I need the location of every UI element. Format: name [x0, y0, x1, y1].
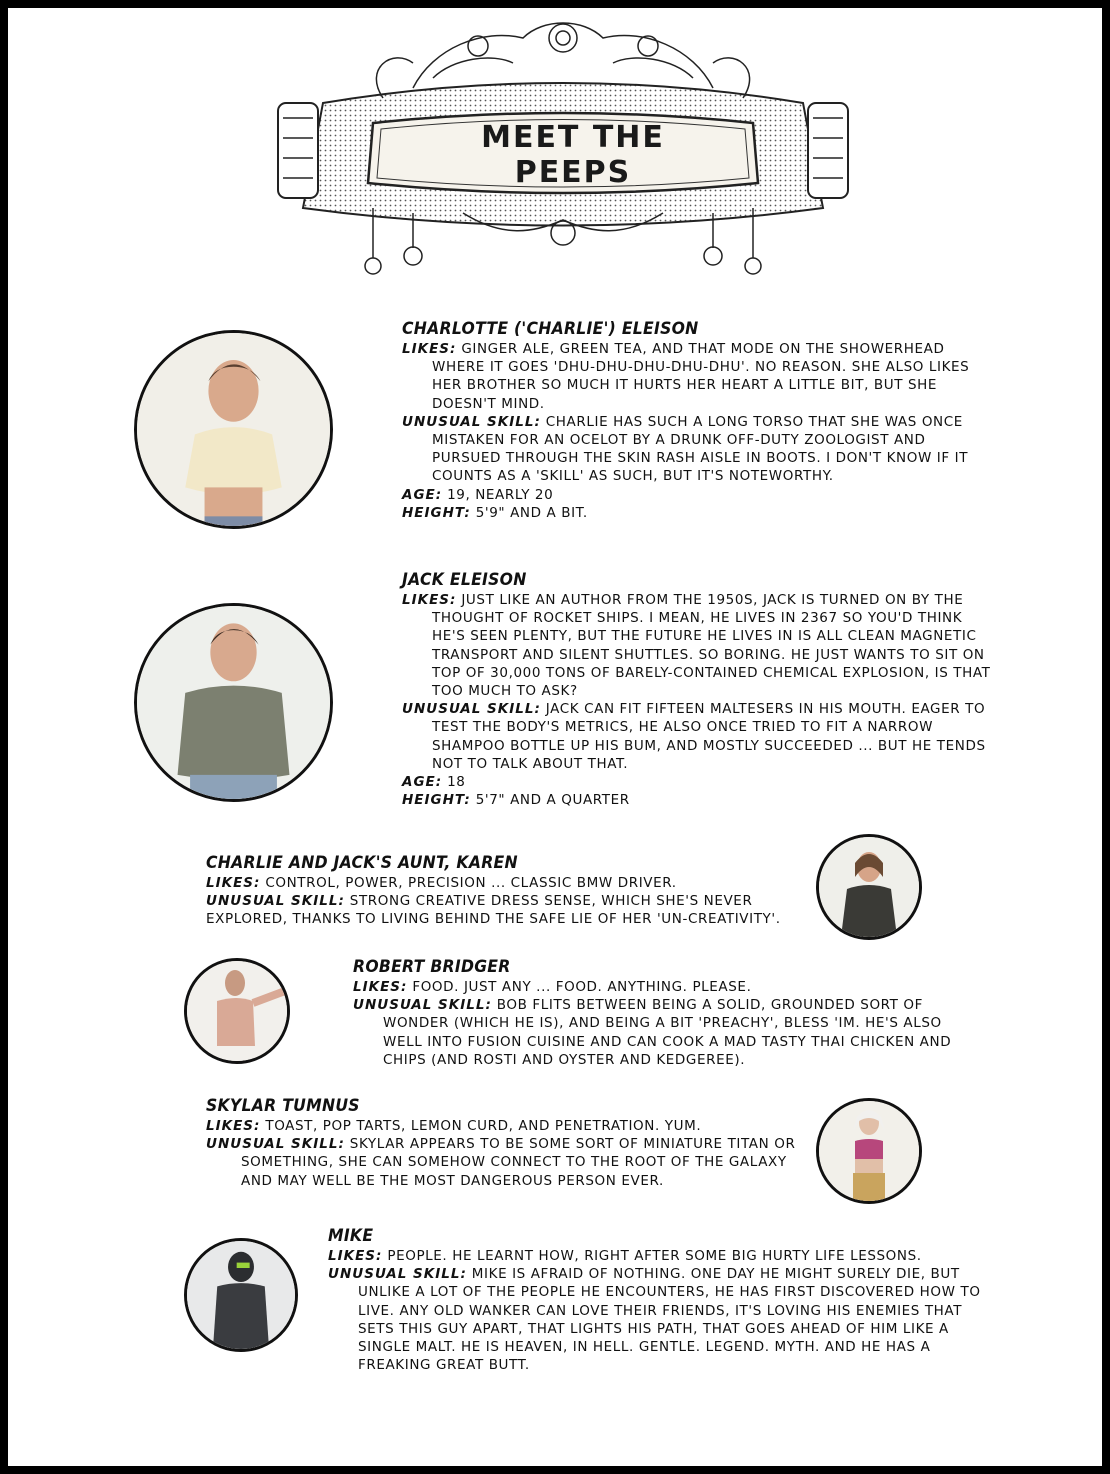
- skylar-figure-icon: [819, 1101, 919, 1201]
- mike-likes: [328, 1247, 988, 1265]
- robert-figure-icon: [187, 961, 287, 1061]
- likes-label: LIKES:: [353, 979, 408, 995]
- charlie-height: [402, 504, 992, 522]
- jack-portrait: [134, 603, 333, 802]
- skill-label: UNUSUAL SKILL:: [402, 701, 541, 718]
- jack-name: JACK ELEISON: [402, 570, 527, 590]
- charlie-name: CHARLOTTE ('CHARLIE') ELEISON: [402, 319, 699, 339]
- mike-skill-text: MIKE IS AFRAID OF NOTHING. ONE DAY HE MIGHT SURELY DIE, BUT UNLIKE A LOT OF THE PEOPLE HE ENCOUNTERS, HE HAS FIRST DISCOVERED HOW TO LIVE. ANY OLD WANKER CAN LOVE THEIR FRIENDS, IT'S LOVING HIS ENEMIES THAT SETS THIS GUY APART, THAT LIGHTS HIS PATH, THAT GOES AHEAD OF HIM LIKE A SINGLE MALT. HE IS HEAVEN, IN HELL. GENTLE. LEGEND. MYTH. AND HE HAS A FREAKING GREAT BUTT.: [358, 1266, 981, 1374]
- robert-info: [353, 956, 983, 1069]
- karen-skill: [206, 892, 816, 928]
- robert-likes: [353, 978, 983, 996]
- karen-likes-text: CONTROL, POWER, PRECISION ... CLASSIC BMW DRIVER.: [265, 875, 677, 891]
- charlie-age-text: 19, NEARLY 20: [447, 486, 554, 503]
- title-plaque: [263, 8, 863, 288]
- jack-figure-icon: [137, 606, 330, 799]
- jack-skill-text: JACK CAN FIT FIFTEEN MALTESERS IN HIS MOUTH. EAGER TO TEST THE BODY'S METRICS, HE ALSO ONCE TRIED TO FIT A NARROW SHAMPOO BOTTLE UP HIS BUM, AND MOSTLY SUCCEEDED ... BUT HE TENDS NOT TO TALK ABOUT THAT.: [432, 701, 986, 772]
- karen-portrait: [816, 834, 922, 940]
- skill-label: UNUSUAL SKILL:: [206, 893, 345, 910]
- jack-height-text: 5'7" AND A QUARTER: [475, 792, 630, 809]
- karen-likes: [206, 874, 816, 892]
- karen-figure-icon: [819, 837, 919, 937]
- mike-skill: [328, 1265, 988, 1374]
- skylar-skill-text: SKYLAR APPEARS TO BE SOME SORT OF MINIATURE TITAN OR SOMETHING, SHE CAN SOMEHOW CONNECT TO THE ROOT OF THE GALAXY AND MAY WELL BE THE MOST DANGEROUS PERSON EVER.: [241, 1136, 796, 1189]
- jack-age: [402, 773, 992, 791]
- charlie-age: [402, 486, 992, 504]
- likes-label: LIKES:: [402, 341, 457, 357]
- likes-label: LIKES:: [206, 875, 261, 891]
- jack-skill: [402, 700, 992, 773]
- robert-name: ROBERT BRIDGER: [353, 957, 511, 977]
- charlie-skill-text: CHARLIE HAS SUCH A LONG TORSO THAT SHE WAS ONCE MISTAKEN FOR AN OCELOT BY A DRUNK OFF-DUTY ZOOLOGIST AND PURSUED THROUGH THE SKIN RASH AISLE IN BOOTS. I DON'T KNOW IF IT COUNTS AS A 'SKILL' AS SUCH, BUT IT'S NOTEWORTHY.: [432, 413, 969, 485]
- charlie-info: [402, 318, 992, 522]
- page: [8, 8, 1102, 1466]
- robert-skill: [353, 996, 983, 1069]
- charlie-likes: [402, 340, 992, 413]
- mike-name: MIKE: [328, 1226, 374, 1246]
- skylar-skill: [206, 1135, 816, 1190]
- skylar-name: SKYLAR TUMNUS: [206, 1096, 360, 1116]
- charlie-skill: [402, 413, 992, 486]
- skill-label: UNUSUAL SKILL:: [402, 413, 541, 430]
- age-label: AGE:: [402, 486, 443, 503]
- charlie-likes-text: GINGER ALE, GREEN TEA, AND THAT MODE ON THE SHOWERHEAD WHERE IT GOES 'DHU-DHU-DHU-DHU-DHU'. NO REASON. SHE ALSO LIKES HER BROTHER SO MUCH IT HURTS HER HEART A LITTLE BIT, BUT SHE DOESN'T MIND.: [432, 341, 970, 412]
- age-label: AGE:: [402, 774, 443, 791]
- skylar-portrait: [816, 1098, 922, 1204]
- likes-label: LIKES:: [328, 1248, 383, 1264]
- charlie-height-text: 5'9" AND A BIT.: [475, 504, 588, 521]
- likes-label: LIKES:: [402, 592, 457, 608]
- mike-figure-icon: [187, 1241, 295, 1349]
- robert-portrait: [184, 958, 290, 1064]
- skill-label: UNUSUAL SKILL:: [353, 997, 492, 1014]
- skylar-likes-text: TOAST, POP TARTS, LEMON CURD, AND PENETRATION. YUM.: [265, 1118, 702, 1134]
- robert-likes-text: FOOD. JUST ANY ... FOOD. ANYTHING. PLEASE.: [412, 979, 752, 995]
- skill-label: UNUSUAL SKILL:: [206, 1136, 345, 1153]
- jack-age-text: 18: [447, 774, 466, 791]
- robert-skill-text: BOB FLITS BETWEEN BEING A SOLID, GROUNDED SORT OF WONDER (WHICH HE IS), AND BEING A BIT 'PREACHY', BLESS 'IM. HE'S ALSO WELL INTO FUSION CUISINE AND CAN COOK A MAD TASTY THAI CHICKEN AND CHIPS (AND ROSTI AND OYSTER AND KEDGEREE).: [383, 997, 952, 1068]
- skylar-likes: [206, 1117, 816, 1135]
- jack-likes-text: JUST LIKE AN AUTHOR FROM THE 1950S, JACK IS TURNED ON BY THE THOUGHT OF ROCKET SHIPS. I MEAN, HE LIVES IN 2367 SO YOU'D THINK HE'S SEEN PLENTY, BUT THE FUTURE HE LIVES IN IS ALL CLEAN MAGNETIC TRANSPORT AND SILENT SHUTTLES. SO BORING. HE JUST WANTS TO SIT ON TOP OF 30,000 TONS OF BARELY-CONTAINED CHEMICAL EXPLOSION, IS THAT TOO MUCH TO ASK?: [432, 592, 991, 700]
- mike-portrait: [184, 1238, 298, 1352]
- charlie-portrait: [134, 330, 333, 529]
- jack-height: [402, 791, 992, 809]
- jack-likes: [402, 591, 992, 700]
- likes-label: LIKES:: [206, 1118, 261, 1134]
- jack-info: [402, 569, 992, 809]
- height-label: HEIGHT:: [402, 792, 471, 809]
- karen-skill-text: STRONG CREATIVE DRESS SENSE, WHICH SHE'S NEVER EXPLORED, THANKS TO LIVING BEHIND THE SAFE LIE OF HER 'UN-CREATIVITY'.: [206, 893, 781, 928]
- mike-info: [328, 1225, 988, 1374]
- mike-likes-text: PEOPLE. HE LEARNT HOW, RIGHT AFTER SOME BIG HURTY LIFE LESSONS.: [387, 1248, 922, 1264]
- charlie-figure-icon: [137, 333, 330, 526]
- skill-label: UNUSUAL SKILL:: [328, 1266, 467, 1283]
- karen-name: CHARLIE AND JACK'S AUNT, KAREN: [206, 853, 518, 873]
- height-label: HEIGHT:: [402, 504, 471, 521]
- karen-info: [206, 852, 816, 929]
- page-title: MEET THE PEEPS: [481, 120, 665, 190]
- skylar-info: [206, 1095, 816, 1190]
